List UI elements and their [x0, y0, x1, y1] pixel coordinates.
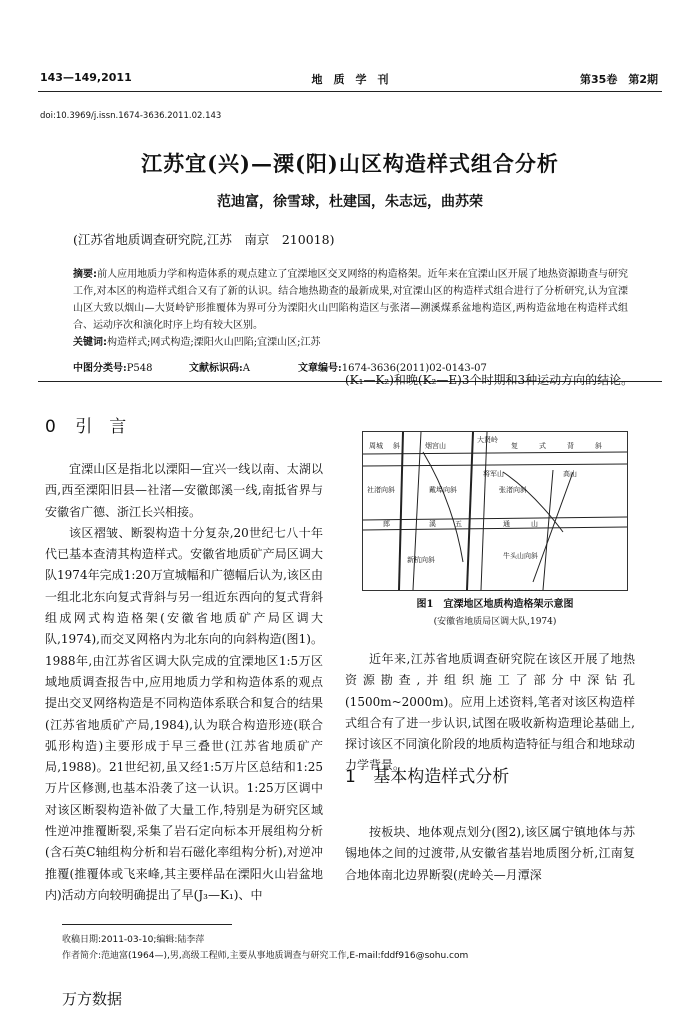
header-volume: 第35卷 第2期	[580, 73, 658, 86]
abstract	[73, 266, 628, 351]
right-column-text	[345, 649, 635, 777]
label-xie: 斜	[393, 442, 400, 450]
article-value: 1674-3636(2011)02-0143-07	[341, 363, 487, 374]
right-top-text: (K₁—K₂)和晚(K₂—E)3个时期和3种运动方向的结论。	[345, 373, 634, 387]
header-pages: 143—149,2011	[40, 71, 132, 84]
doc-value: A	[242, 363, 250, 374]
label-gaoshan: 高山	[563, 470, 577, 478]
footnote-author: 作者简介:范迪富(1964—),男,高级工程师,主要从事地质调查与研究工作,E-mail:fddf916@sohu.com	[62, 951, 469, 961]
label-xi: 溪	[429, 520, 436, 528]
figure-1-caption	[355, 595, 635, 627]
keywords-label: 关键词:	[73, 337, 107, 348]
footnote-received: 收稿日期:2011-03-10;编辑:陆李萍	[62, 935, 205, 945]
keywords-text: 构造样式;网式构造;溧阳火山凹陷;宜溧山区;江苏	[107, 337, 321, 348]
left-column	[45, 459, 323, 906]
label-wu: 五	[455, 520, 462, 528]
label-yangongshan: 烟宫山	[425, 442, 446, 450]
label-lang: 郎	[383, 520, 390, 528]
right-paragraph-2: 按板块、地体观点划分(图2),该区属宁镇地体与苏锡地体之间的过渡带,从安徽省基岩地质图分析,江南复合地体南北边界断裂(虎岭关—月潭深	[345, 825, 635, 882]
header-rule	[38, 91, 662, 92]
label-daibu: 戴埠向斜	[429, 486, 457, 494]
label-xinhang: 新杭向斜	[407, 556, 435, 564]
label-shezhu: 社渚向斜	[367, 486, 395, 494]
intro-paragraph-1: 宜溧山区是指北以溧阳—宜兴一线以南、太湖以西,西至溧阳旧县—社渚—安徽郎溪一线,南抵省界与安徽省广德、浙江长兴相接。	[45, 462, 323, 519]
abstract-label: 摘要:	[73, 269, 98, 280]
label-bei: 背	[567, 442, 574, 450]
clc-value: P548	[126, 363, 153, 374]
figure-1-map	[363, 432, 627, 590]
label-niutoushan: 牛头山向斜	[503, 552, 538, 560]
label-xie2: 斜	[595, 442, 602, 450]
watermark: 万方数据	[62, 990, 123, 1008]
figure-1-source: (安徽省地质局区调大队,1974)	[433, 617, 557, 627]
right-paragraph-1: 近年来,江苏省地质调查研究院在该区开展了地热资源勘查,并组织施工了部分中深钻孔(1500m~2000m)。应用上述资料,笔者对该区构造样式组合有了进一步认识,试图在吸收新构造理论基础上,探讨该区不同演化阶段的地质构造特征与组合和地球动力学背景。	[345, 652, 635, 773]
section-0-num: 0	[45, 417, 56, 437]
right-column-text-2	[345, 822, 635, 886]
footnote-rule	[62, 924, 232, 925]
section-1-title: 基本构造样式分析	[373, 767, 510, 787]
clc-label: 中图分类号:	[73, 363, 127, 374]
abstract-text: 前人应用地质力学和构造体系的观点建立了宜溧地区交叉网络的构造格架。近年来在宜溧山区开展了地热资源勘查与研究工作,对本区的构造样式组合又有了新的认识。结合地热勘查的最新成果,对宜溧山区的构造样式组合进行了分析研究,认为宜溧山区大致以烟山—大贤岭铲形推覆体为界可分为溧阳火山凹陷构造区与张渚—溯溪煤系盆地构造区,两构造盆地在构造样式组合、运动序次和演化时序上均有较大区别。	[73, 269, 629, 331]
affiliation: (江苏省地质调查研究院,江苏 南京 210018)	[73, 232, 335, 247]
label-daxianling: 大贤岭	[477, 436, 498, 444]
header-journal: 地 质 学 刊	[311, 73, 389, 86]
label-shi: 式	[539, 442, 546, 450]
authors: 范迪富，徐雪球，杜建国，朱志远，曲苏荣	[217, 194, 483, 210]
label-zhoucheng: 周城	[369, 442, 383, 450]
label-fu: 复	[511, 442, 518, 450]
paper-title: 江苏宜(兴)—溧(阳)山区构造样式组合分析	[141, 151, 559, 176]
article-label: 文章编号:	[298, 363, 342, 374]
doc-label: 文献标识码:	[189, 363, 243, 374]
label-shan: 山	[531, 520, 538, 528]
section-1-heading	[345, 762, 509, 787]
section-1-num: 1	[345, 767, 356, 787]
section-0-title: 引 言	[75, 417, 127, 437]
intro-paragraph-2: 该区褶皱、断裂构造十分复杂,20世纪七八十年代已基本查清其构造样式。安徽省地质矿产局区调大队1974年完成1:20万宣城幅和广德幅后认为,该区由一组北北东向复式背斜与另一组近东西向的复式背斜组成网式构造格架(安徽省地质矿产局区调大队,1974),而交叉网格内为北东向的向斜构造(图1)。1988年,由江苏省区调大队完成的宜溧地区1:5万区域地质调查报告中,应用地质力学和构造体系的观点提出交叉网络构造是不同构造体系联合和复合的结果(江苏省地质矿产局,1984),认为联合构造形迹(联合弧形构造)主要形成于早三叠世(江苏省地质矿产局,1988)。21世纪初,虽又经1:5万片区总结和1:25万片区修测,也基本沿袭了这一认识。1:25万区调中对该区断裂构造补做了大量工作,特别是为研究区域性逆冲推覆断裂,采集了岩石定向标本开展组构分析(含石英C轴组构分析和岩石磁化率组构分析),对逆冲推覆(推覆体或飞来峰,其主要样品在溧阳火山岩盆地内)活动方向较明确提出了早(J₃—K₁)、中	[45, 525, 323, 902]
label-jiangjunshan: 将军山	[483, 470, 504, 478]
doi: doi:10.3969/j.issn.1674-3636.2011.02.143	[40, 111, 222, 121]
figure-1-title: 图1 宜溧地区地质构造格架示意图	[416, 599, 574, 610]
section-0-heading	[45, 412, 126, 437]
label-tong: 通	[503, 520, 510, 528]
label-zhangzhu: 张渚向斜	[499, 486, 527, 494]
figure-1	[362, 431, 628, 591]
